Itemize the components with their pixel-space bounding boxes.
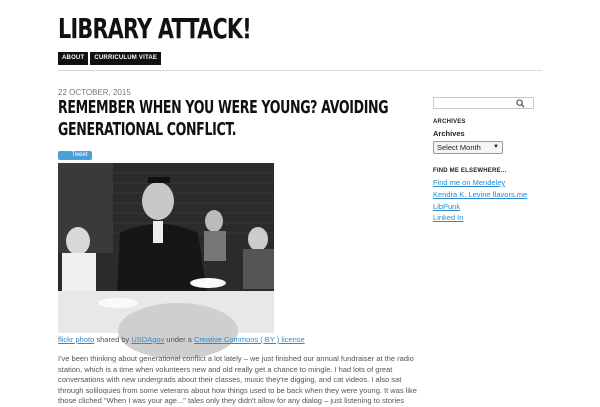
photo-illustration <box>58 163 274 333</box>
nav-curriculum-vitae[interactable]: CURRICULUM VITAE <box>90 52 161 65</box>
tweet-label: Tweet <box>71 152 88 158</box>
elsewhere-links <box>433 178 527 223</box>
photo-caption <box>58 335 305 344</box>
archives-month-select[interactable] <box>433 141 503 154</box>
post-body: I've been thinking about generational conflict a lot lately – we just finished our annual fundraiser at the radio station, which is a time when volunteers new and old really get a chance to mingle. I had lots of great conversations with new undergrads about their classes, music they're digging, and cat videos. I also sat through soliloquies from some veterans about how things used to be back when they were young. It was like those cliched "When I was your age..." tales only they didn't allow for any dialog – just listening to stories <box>58 354 417 405</box>
link-linkedin[interactable]: Linked In <box>433 213 464 223</box>
link-mendeley[interactable]: Find me on Mendeley <box>433 178 506 187</box>
caption-link-usdagov[interactable]: USDAgov <box>131 335 165 344</box>
nav-about[interactable]: ABOUT <box>58 52 88 65</box>
archives-label: Archives <box>433 129 465 138</box>
caption-text: under a <box>164 335 194 344</box>
search-icon[interactable] <box>516 99 525 108</box>
link-libpunk[interactable]: LibPunk <box>433 201 461 211</box>
elsewhere-heading: FIND ME ELSEWHERE... <box>433 168 507 174</box>
twitter-bird-icon: 🐦 <box>62 152 70 158</box>
caption-link-flickr-photo[interactable]: flickr photo <box>58 335 95 344</box>
caption-link-license[interactable]: Creative Commons ( BY ) license <box>193 335 305 344</box>
select-value: Select Month <box>437 143 481 152</box>
post-title[interactable]: REMEMBER WHEN YOU WERE YOUNG? AVOIDING GENERATIONAL CONFLICT. <box>58 97 389 140</box>
tweet-button[interactable] <box>58 151 92 160</box>
chevron-down-icon: ▼ <box>493 144 499 150</box>
search-input[interactable] <box>433 97 534 109</box>
main-nav <box>58 52 161 65</box>
link-flavors-me[interactable]: Kendra K. Levine flavors.me <box>433 189 528 199</box>
post-photo <box>58 163 274 333</box>
post-date: 22 OCTOBER, 2015 <box>58 88 131 97</box>
caption-text: shared by <box>94 335 132 344</box>
archives-heading: ARCHIVES <box>433 119 466 125</box>
header-divider <box>58 70 542 71</box>
site-title[interactable]: LIBRARY ATTACK! <box>58 12 251 45</box>
